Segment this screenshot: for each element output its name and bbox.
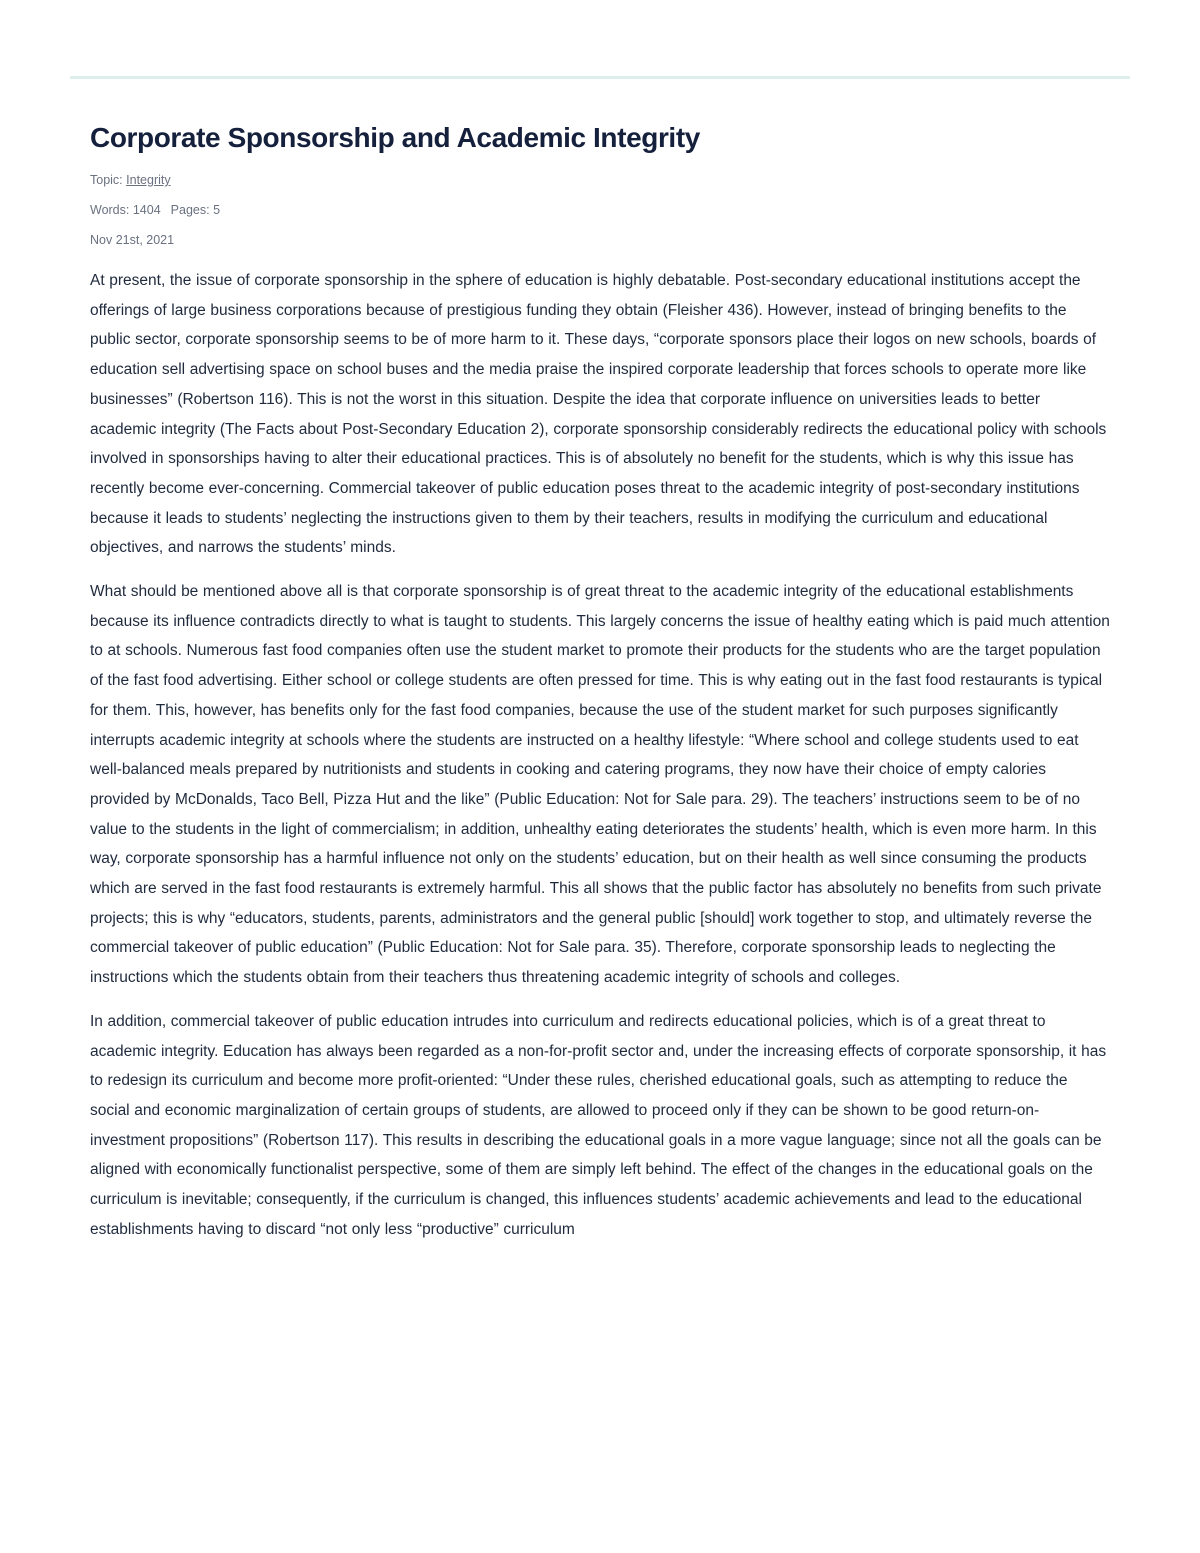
words-label: Words: [90,203,130,217]
words-count: 1404 [132,203,161,217]
publish-date: Nov 21st, 2021 [90,233,175,247]
top-divider [70,76,1130,79]
paragraph-2: What should be mentioned above all is that corporate sponsorship is of great threat to the academic integrity of the educational establishments because its influence contradicts directly to what is taught to students. This largely concerns the issue of healthy eating which is paid much attention to at schools. Numerous fast food companies often use the student market to promote their products for the students who are the target population of the fast food advertising. Either school or college students are often pressed for time. This is why eating out in the fast food restaurants is typical for them. This, however, has benefits only for the fast food companies, because the use of the student market for such purposes significantly interrupts academic integrity at schools where the students are instructed on a healthy lifestyle: “Where school and college students used to eat well-balanced meals prepared by nutritionists and students in cooking and catering programs, they now have their choice of empty calories provided by McDonalds, Taco Bell, Pizza Hut and the like” (Public Education: Not for Sale para. 29). The teachers’ instructions seem to be of no value to the students in the light of commercialism; in addition, unhealthy eating deteriorates the students’ health, which is even more harm. In this way, corporate sponsorship has a harmful influence not only on the students’ education, but on their health as well since consuming the products which are served in the fast food restaurants is extremely harmful. This all shows that the public factor has absolutely no benefits from such private projects; this is why “educators, students, parents, administrators and the general public [should] work together to stop, and ultimately reverse the commercial takeover of public education” (Public Education: Not for Sale para. 35). Therefore, corporate sponsorship leads to neglecting the instructions which the students obtain from their teachers thus threatening academic integrity of schools and colleges. [90,583,1110,987]
counts-line [90,202,1110,218]
pages-label: Pages: [170,203,210,217]
topic-link[interactable]: Integrity [126,173,171,187]
topic-line [90,172,1110,188]
article-body [90,266,1110,1245]
paragraph-1: At present, the issue of corporate sponsorship in the sphere of education is highly debatable. Post-secondary educational institutions accept the offerings of large business corporations because of prestigious funding they obtain (Fleisher 436). However, instead of bringing benefits to the public sector, corporate sponsorship seems to be of more harm to it. These days, “corporate sponsors place their logos on new schools, boards of education sell advertising space on school buses and the media praise the inspired corporate leadership that forces schools to operate more like businesses” (Robertson 116). This is not the worst in this situation. Despite the idea that corporate influence on universities leads to better academic integrity (The Facts about Post-Secondary Education 2), corporate sponsorship considerably redirects the educational policy with schools involved in sponsorships having to alter their educational practices. This is of absolutely no benefit for the students, which is why this issue has recently become ever-concerning. Commercial takeover of public education poses threat to the academic integrity of post-secondary institutions because it leads to students’ neglecting the instructions given to them by their teachers, results in modifying the curriculum and educational objectives, and narrows the students’ minds. [90,272,1107,557]
page-title: Corporate Sponsorship and Academic Integrity [90,122,700,153]
paragraph-3: In addition, commercial takeover of public education intrudes into curriculum and redirects educational policies, which is of a great threat to academic integrity. Education has always been regarded as a non-for-profit sector and, under the increasing effects of corporate sponsorship, it has to redesign its curriculum and become more profit-oriented: “Under these rules, cherished educational goals, such as attempting to reduce the social and economic marginalization of certain groups of students, are allowed to proceed only if they can be shown to be good return-on-investment propositions” (Robertson 117). This results in describing the educational goals in a more vague language; since not all the goals can be aligned with economically functionalist perspective, some of them are simply left behind. The effect of the changes in the educational goals on the curriculum is inevitable; consequently, if the curriculum is changed, this influences students’ academic achievements and lead to the educational establishments having to discard “not only less “productive” curriculum [90,1012,1107,1238]
pages-count: 5 [213,203,221,217]
article [90,118,1110,1259]
topic-label: Topic: [90,173,123,187]
